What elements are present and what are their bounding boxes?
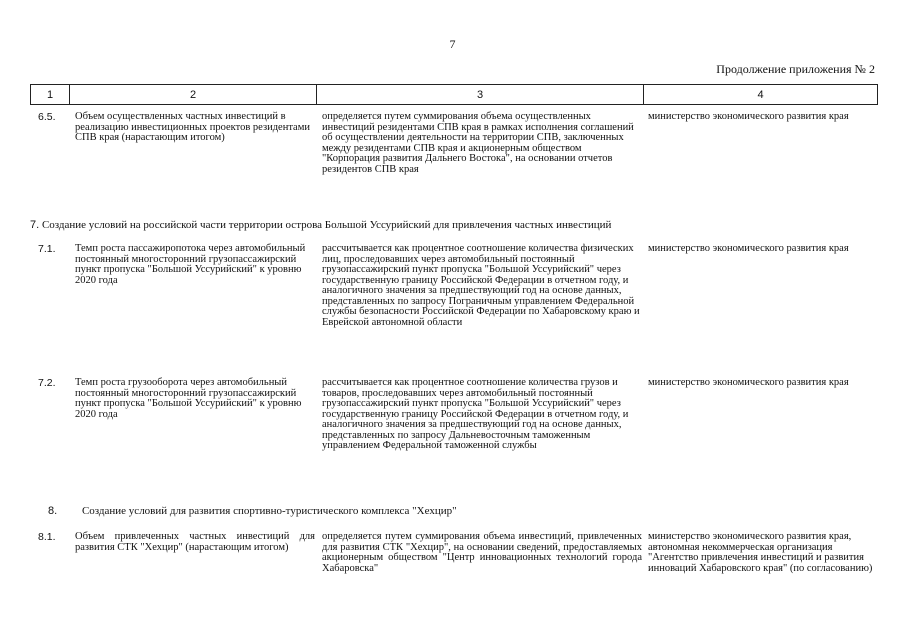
continuation-label: Продолжение приложения № 2 [716, 62, 875, 76]
indicator-name: Темп роста пассажиропотока через автомобильный постоянный многосторонний грузопассажирский пункт пропуска "Большой Уссурийский" к уровню 2020 года [75, 243, 306, 286]
row-number: 8.1. [38, 531, 56, 543]
responsible-body: министерство экономического развития края [648, 377, 849, 388]
indicator-name: Объем привлеченных частных инвестиций для развития СТК "Хехцир" (нарастающим итогом) [75, 531, 315, 553]
page-number: 7 [449, 37, 456, 51]
row-number: 7.2. [38, 377, 56, 389]
calculation-method: определяется путем суммирования объема осуществленных инвестиций резидентами СПВ края в рамках исполнения соглашений об осуществлении деятельности на территории СПВ, заключенных между резидентами СПВ края и акционерным обществом "Корпорация развития Дальнего Востока", на основании отчетов резидентов СПВ края [322, 111, 634, 175]
calculation-method: рассчитывается как процентное соотношение количества грузов и товаров, проследовавших через автомобильный постоянный грузопассажирский пункт пропуска "Большой Уссурийский" через государственную границу Российской Федерации в отчетном году, и аналогичного значения за предшествующий год на основе данных, представленных по запросу Дальневосточным таможенным управлением Федеральной таможенной службы [322, 377, 629, 451]
responsible-body: министерство экономического развития края, автономная некоммерческая организация "Агентство привлечения инвестиций и развития инноваций Хабаровского края" (по согласованию) [648, 531, 873, 574]
table-header [30, 84, 878, 105]
section-title: Создание условий на российской части территории острова Большой Уссурийский для привлечения частных инвестиций [41, 219, 612, 231]
calculation-method: рассчитывается как процентное соотношение количества физических лиц, проследовавших через автомобильный постоянный грузопассажирский пункт пропуска "Большой Уссурийский" через государственную границу Российской Федерации в отчетном году, и аналогичного значения за предшествующий год на основе данных, представленных по запросу Пограничным управлением Федеральной службы безопасности Российской Федерации по Хабаровскому краю и Еврейской автономной области [322, 243, 640, 328]
section-number: 8. [48, 505, 58, 517]
indicator-name: Объем осуществленных частных инвестиций в реализацию инвестиционных проектов резидентами СПВ края (нарастающим итогом) [75, 111, 310, 143]
calculation-method: определяется путем суммирования объема инвестиций, привлеченных для развития СТК "Хехцир", на основании сведений, предоставляемых акционерным обществом "Центр инновационных технологий города Хабаровска" [322, 531, 642, 574]
header-col-2: 2 [70, 85, 317, 105]
header-col-4: 4 [644, 85, 878, 105]
responsible-body: министерство экономического развития края [648, 111, 849, 122]
section-heading-7 [30, 219, 611, 231]
header-col-1: 1 [31, 85, 70, 105]
row-number: 6.5. [38, 111, 56, 123]
section-number: 7. [30, 219, 40, 231]
row-number: 7.1. [38, 243, 56, 255]
header-col-3: 3 [317, 85, 644, 105]
responsible-body: министерство экономического развития края [648, 243, 849, 254]
section-title: Создание условий для развития спортивно-туристического комплекса "Хехцир" [81, 505, 457, 517]
indicator-name: Темп роста грузооборота через автомобильный постоянный многосторонний грузопассажирский пункт пропуска "Большой Уссурийский" к уровню 2020 года [75, 377, 302, 420]
section-heading-8 [48, 505, 457, 517]
